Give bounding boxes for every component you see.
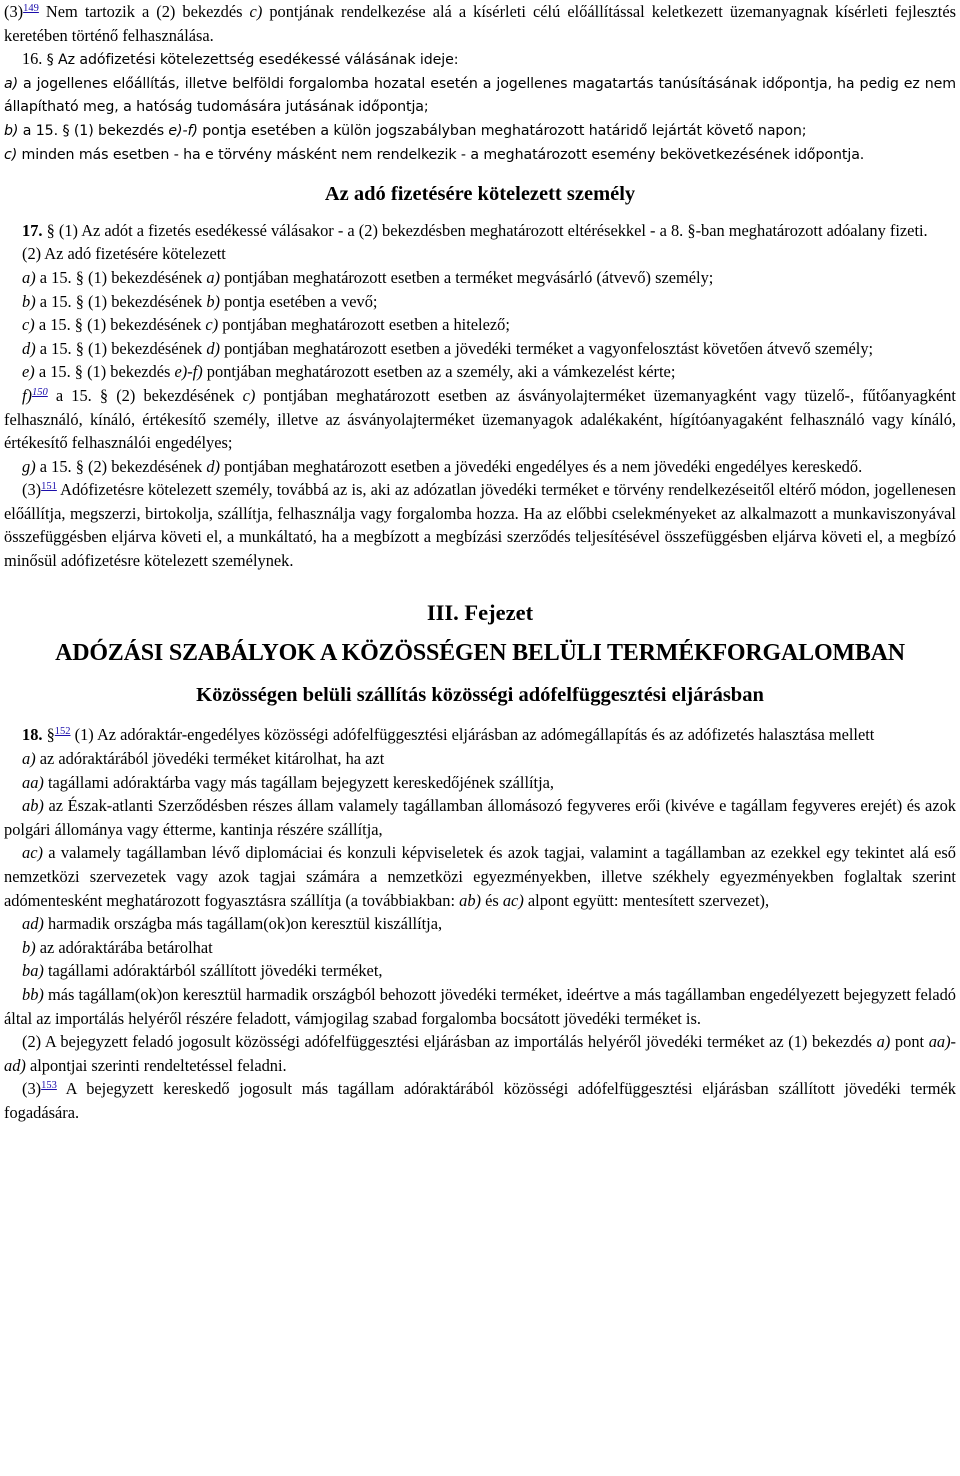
section-number: 18.: [22, 725, 43, 745]
section-17-2-g: g) a 15. § (2) bekezdésének d) pontjában meghatározott esetben a jövedéki engedélyes és a nem jövedéki engedélyes kereskedő.: [22, 456, 863, 476]
subheading-suspension: Közösségen belüli szállítás közösségi adófelfüggesztési eljárásban: [196, 683, 764, 706]
section-18-1-bb: bb) más tagállam(ok)on keresztül harmadik országból behozott jövedéki terméket, ideértve a más tagállamban engedélyezett bejegyzett feladó által az importálás helyéről részére feladott, vámjogilag szabad forgalomba bocsátott jövedéki terméket is.: [4, 984, 956, 1028]
section-18-1-ab: ab) az Észak-atlanti Szerződésben részes állam valamely tagállamban állomásozó fegyveres erői (kivéve e tagállam fegyveres erejét) és azok polgári állománya vagy étterme, kantinja részére szállítja,: [4, 796, 956, 839]
section-16-b: b) a 15. § (1) bekezdés e)-f) pontja esetében a külön jogszabályban meghatározott határidő lejártát követő napon;: [4, 122, 807, 139]
section-18-2: (2) A bejegyzett feladó jogosult közösségi adófelfüggesztési eljárásban az importálás helyéről jövedéki terméket az (1) bekezdés a) pont aa)-ad) alpontjai szerinti rendeltetéssel feladni.: [4, 1032, 956, 1075]
section-16-intro: 16. § Az adófizetési kötelezettség esedékessé válásának ideje:: [4, 47, 956, 73]
section-18-1-b: b) az adóraktárába betárolhat: [22, 937, 213, 957]
section-18-1-ac: ac) a valamely tagállamban lévő diplomáciai és konzuli képviseletek és azok tagjai, valamint a tagállamban az ezekkel egy tekintet alá eső nemzetközi szervezetek vagy azok tagjai számára a nemzetközi egyezményekben, illetve székhely egyezményekben foglaltak szerint adómentesként meghatározott fogyasztásra szállítja (a továbbiakban: ab) és ac) alpont együtt: mentesített szervezet),: [4, 843, 956, 910]
section-17-2-f: f)$^{150}$ a 15. § (2) bekezdésének c) pontjában meghatározott esetben az ásványolajterméket üzemanyagként vagy tüzelő-, fűtőanyagként felhasználó, kínáló, értékesítő személy, illetve az ásványolajterméket üzemanyagok adalékaként, hígítóanyagaként felhasználó vagy kínáló, értékesítő felhasználói engedélyes;: [4, 385, 956, 453]
heading-taxpayer: Az adó fizetésére kötelezett személy: [324, 183, 636, 206]
footnote-link-150[interactable]: 150: [32, 386, 48, 398]
footnote-link-152[interactable]: 152: [54, 726, 71, 738]
section-number: 17.: [22, 220, 43, 240]
footnote-link-153[interactable]: 153: [41, 1080, 57, 1092]
section-16-a: a) a jogellenes előállítás, illetve belföldi forgalomba hozatal esetén a jogellenes magatartás tanúsításának időpontja, ha pedig ez nem állapítható meg, a hatóság tudomására jutásának időpontja;: [4, 75, 956, 116]
section-17-1: 17. § (1) Az adót a fizetés esedékessé válásakor - a (2) bekezdésben meghatározott eltérésekkel - a 8. §-ban meghatározott adóalany fizeti.: [4, 219, 956, 243]
section-17-2-e: e) a 15. § (1) bekezdés e)-f) pontjában meghatározott esetben az a személy, aki a vámkezelést kérte;: [22, 362, 676, 382]
section-17-2-c: c) a 15. § (1) bekezdésének c) pontjában meghatározott esetben a hitelező;: [22, 315, 510, 335]
section-18-3: $(3)^{153}$ A bejegyzett kereskedő jogosult más tagállam adóraktárából közösségi adófelfüggesztési eljárásban szállított jövedéki termék fogadására.: [4, 1079, 956, 1122]
footnote-link-149[interactable]: 149: [23, 3, 39, 14]
section-number: 16.: [22, 49, 43, 69]
section-18-1-ad: ad) harmadik országba más tagállam(ok)on keresztül kiszállítja,: [22, 914, 443, 934]
section-18-1: 18. §$^{152}$ (1) Az adóraktár-engedélyes közösségi adófelfüggesztési eljárásban az adómegállapítás és az adófizetés halasztása mellett: [4, 723, 956, 747]
section-16-c: c) minden más esetben - ha e törvény másként nem rendelkezik - a meghatározott esemény bekövetkezésének időpontja.: [4, 146, 865, 163]
section-17-2-d: d) a 15. § (1) bekezdésének d) pontjában meghatározott esetben a jövedéki terméket a vagyonfelosztást követően átvevő személy;: [22, 338, 874, 358]
section-18-1-a: a) az adóraktárából jövedéki terméket kitárolhat, ha azt: [22, 749, 385, 769]
section-17-3: $(3)^{151}$ Adófizetésre kötelezett személy, továbbá az is, aki az adózatlan jövedéki terméket e törvény rendelkezéseitől eltérő módon, jogellenesen előállítja, megszerzi, birtokolja, szállítja, felhasználja vagy forgalomba hozza. Ha az előbbi cselekményeket az alkalmazott a munkaviszonyával összefüggésben eljárva követi el, a munkáltató, ha a megbízott a megbízási szerződés teljesítésével összefüggésben eljárva követi el, a megbízó minősül adófizetésre kötelezett személynek.: [4, 480, 956, 571]
section-18-1-aa: aa) tagállami adóraktárba vagy más tagállam bejegyzett kereskedőjének szállítja,: [22, 772, 555, 792]
paragraph-15-3: $(3)^{149}$ Nem tartozik a (2) bekezdés c) pontjának rendelkezése alá a kísérleti célú előállítással keletkezett üzemanyagnak kísérleti fejlesztés keretében történő felhasználása.: [4, 2, 956, 45]
section-17-2: (2) Az adó fizetésére kötelezett: [22, 244, 226, 264]
section-17-2-a: a) a 15. § (1) bekezdésének a) pontjában meghatározott esetben a terméket megvásárló (átvevő) személy;: [22, 267, 714, 287]
section-18-1-ba: ba) tagállami adóraktárból szállított jövedéki terméket,: [22, 961, 383, 981]
chapter-title: ADÓZÁSI SZABÁLYOK A KÖZÖSSÉGEN BELÜLI TERMÉKFORGALOMBAN: [55, 640, 905, 667]
section-17-2-b: b) a 15. § (1) bekezdésének b) pontja esetében a vevő;: [22, 291, 378, 311]
footnote-link-151[interactable]: 151: [41, 481, 57, 493]
chapter-number: III. Fejezet: [426, 599, 534, 625]
